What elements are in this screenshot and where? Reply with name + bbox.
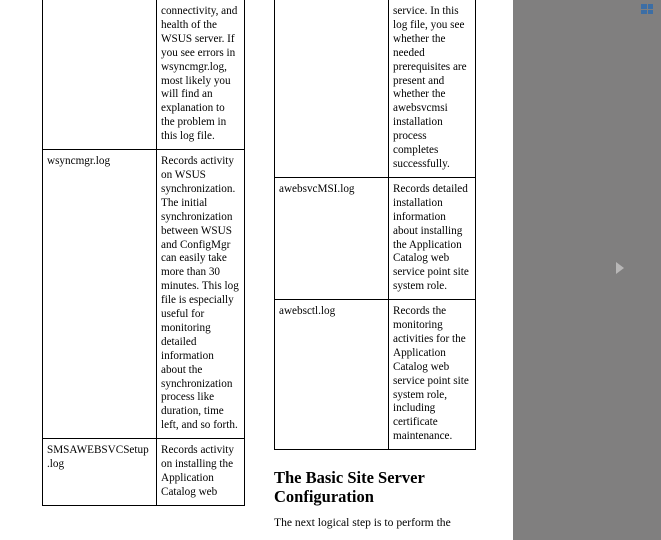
grid-cell — [641, 10, 647, 15]
next-page-arrow-icon[interactable] — [616, 262, 624, 274]
left-text-column — [42, 0, 240, 506]
body-paragraph: The next logical step is to perform the — [274, 516, 451, 530]
log-file-description-cell: service. In this log file, you see whether the needed prerequisites are present and whether the awebsvcmsi installation process completes successfully. — [389, 0, 476, 177]
log-file-name-cell: awebsvcMSI.log — [275, 177, 389, 299]
table-row — [43, 150, 245, 439]
log-file-description-cell: Records detailed installation information about installing the Application Catalog web service point site system role. — [389, 177, 476, 299]
section-heading: The Basic Site Server Configuration — [274, 468, 425, 507]
log-files-table-right — [274, 0, 476, 450]
log-file-name-cell: SMSAWEBSVCSetup.log — [43, 439, 157, 506]
log-file-name-cell — [275, 0, 389, 177]
grid-cell — [648, 10, 654, 15]
reader-background-panel — [513, 0, 661, 540]
table-row — [275, 0, 476, 177]
log-file-name-cell — [43, 0, 157, 150]
table-row — [43, 439, 245, 506]
log-file-name-cell: awebsctl.log — [275, 300, 389, 450]
log-files-table-left — [42, 0, 245, 506]
log-file-description-cell: Records activity on installing the Application Catalog web — [157, 439, 245, 506]
table-row — [275, 300, 476, 450]
grid-cell — [648, 4, 654, 9]
section-heading-wrapper — [274, 468, 471, 506]
log-file-description-cell: connectivity, and health of the WSUS server. If you see errors in wsyncmgr.log, most likely you will find an explanation to the problem in this log file. — [157, 0, 245, 150]
table-row — [43, 0, 245, 150]
grid-cell — [641, 4, 647, 9]
right-text-column — [274, 0, 471, 530]
log-file-name-cell: wsyncmgr.log — [43, 150, 157, 439]
log-file-description-cell: Records the monitoring activities for the Application Catalog web service point site system role, including certificate maintenance. — [389, 300, 476, 450]
log-file-description-cell: Records activity on WSUS synchronization. The initial synchronization between WSUS and ConfigMgr can easily take more than 30 minutes. This log file is especially useful for monitoring detailed information about the synchronization process like duration, time left, and so forth. — [157, 150, 245, 439]
table-row — [275, 177, 476, 299]
grid-view-icon[interactable] — [641, 4, 653, 14]
